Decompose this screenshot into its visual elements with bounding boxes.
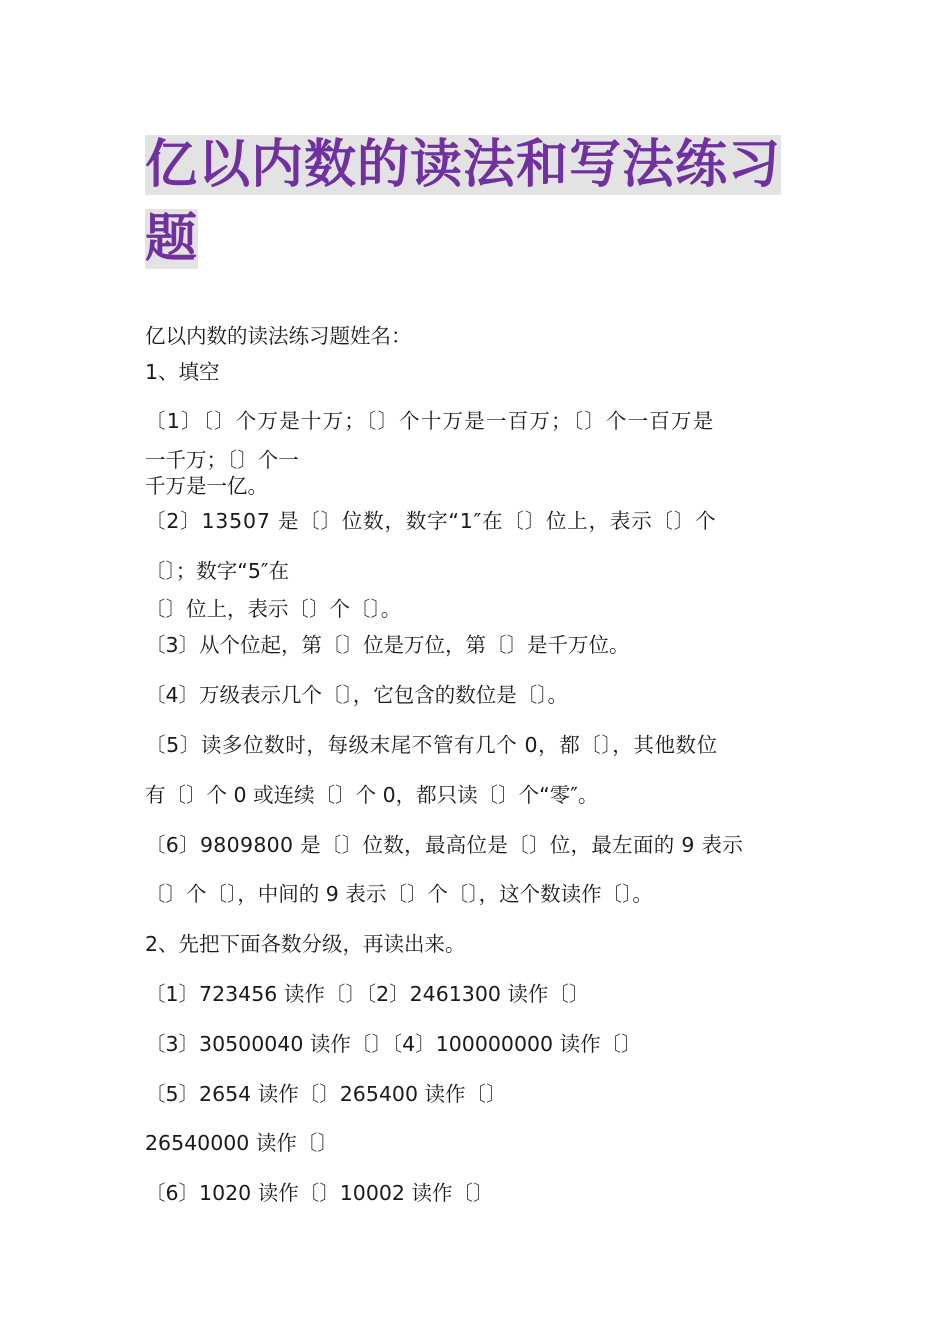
section-2-heading: 2、先把下面各数分级，再读出来。 bbox=[145, 932, 466, 956]
exercise-row-3: 〔5〕2654 读作〔〕265400 读作〔〕 bbox=[145, 1082, 507, 1106]
question-1-line-3: 千万是一亿。 bbox=[145, 474, 268, 498]
question-2-line-1: 〔2〕13507 是〔〕位数，数字“1″在〔〕位上，表示〔〕个 bbox=[145, 509, 717, 533]
document-title bbox=[145, 128, 815, 276]
question-2-line-2: 〔〕；数字“5″在 bbox=[145, 559, 290, 583]
exercise-row-2: 〔3〕30500040 读作〔〕〔4〕100000000 读作〔〕 bbox=[145, 1032, 642, 1056]
question-5-line-1: 〔5〕读多位数时，每级末尾不管有几个 0，都〔〕，其他数位 bbox=[145, 733, 718, 757]
title-text: 亿以内数的读法和写法练习题 bbox=[145, 135, 782, 269]
question-6-line-1: 〔6〕9809800 是〔〕位数，最高位是〔〕位，最左面的 9 表示 bbox=[145, 833, 744, 857]
section-1-heading: 1、填空 bbox=[145, 360, 220, 384]
exercise-row-5: 〔6〕1020 读作〔〕10002 读作〔〕 bbox=[145, 1181, 494, 1205]
question-3: 〔3〕从个位起，第〔〕位是万位，第〔〕是千万位。 bbox=[145, 633, 630, 657]
question-2-line-3: 〔〕位上，表示〔〕个〔〕。 bbox=[145, 597, 402, 621]
exercise-row-4: 26540000 读作〔〕 bbox=[145, 1131, 338, 1155]
question-1-line-2: 一千万；〔〕个一 bbox=[145, 448, 299, 472]
question-6-line-2: 〔〕个〔〕，中间的 9 表示〔〕个〔〕，这个数读作〔〕。 bbox=[145, 882, 653, 906]
question-4: 〔4〕万级表示几个〔〕，它包含的数位是〔〕。 bbox=[145, 683, 569, 707]
worksheet-heading: 亿以内数的读法练习题姓名： bbox=[145, 324, 412, 348]
question-5-line-2: 有〔〕个 0 或连续〔〕个 0，都只读〔〕个“零″。 bbox=[145, 783, 599, 807]
exercise-row-1: 〔1〕723456 读作〔〕〔2〕2461300 读作〔〕 bbox=[145, 982, 590, 1006]
question-1-line-1: 〔1〕〔〕个万是十万；〔〕个十万是一百万；〔〕个一百万是 bbox=[145, 409, 715, 433]
